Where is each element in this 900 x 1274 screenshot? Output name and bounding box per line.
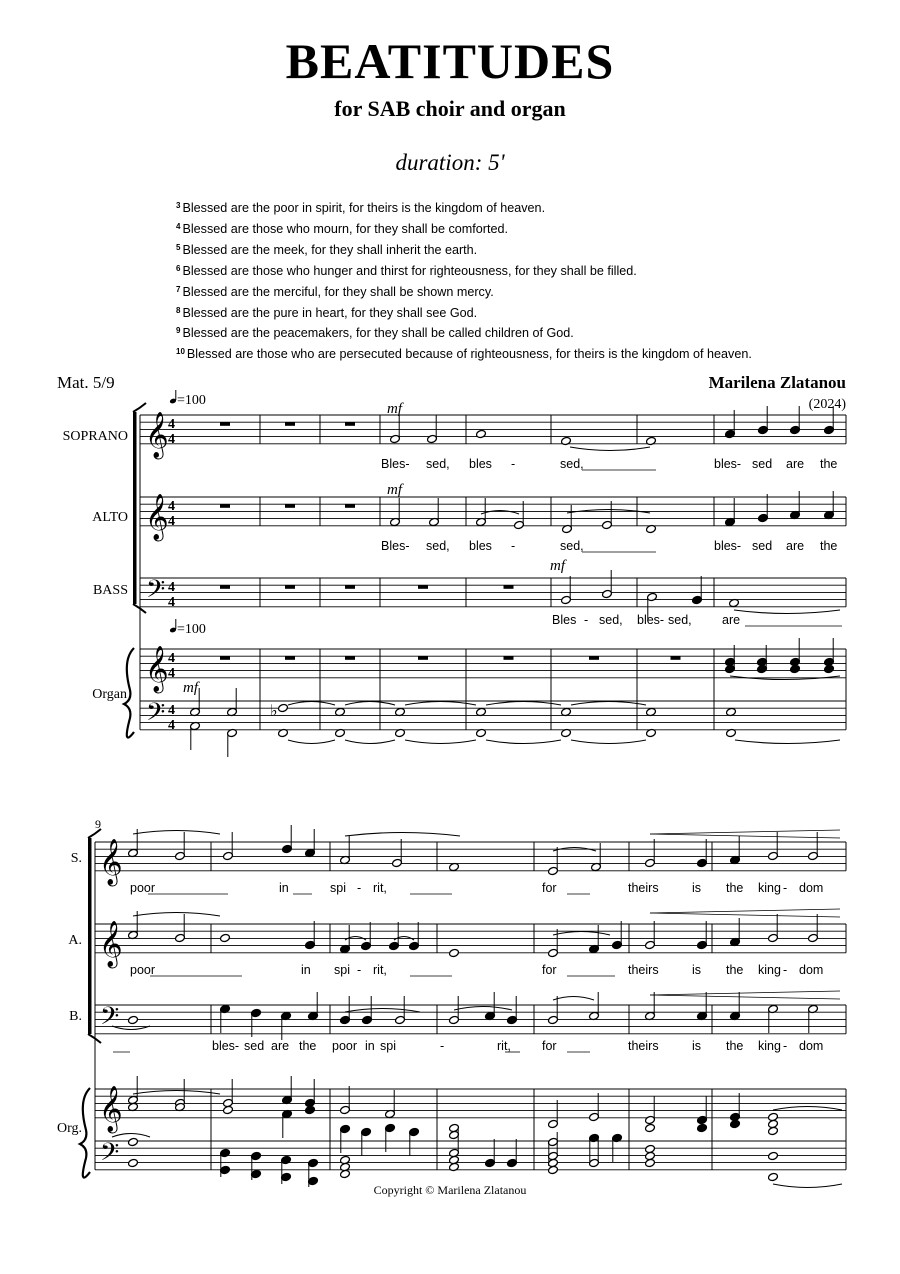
svg-text:-: - — [783, 963, 788, 977]
svg-text:sed,: sed, — [426, 457, 450, 471]
svg-text:poor: poor — [130, 963, 156, 977]
tie-slur — [133, 1091, 220, 1095]
choir-bracket — [133, 403, 146, 412]
svg-text:in: in — [279, 881, 289, 895]
verse-line: $^5$ Blessed are the meek, for they shall inherit the earth. — [176, 242, 478, 257]
measure-number: 9 — [95, 817, 101, 831]
svg-text:in: in — [301, 963, 311, 977]
composition-year: (2024) — [808, 397, 846, 412]
choir-bracket — [88, 838, 92, 1034]
svg-text:rit,: rit, — [373, 881, 387, 895]
whole-rest — [504, 585, 514, 589]
svg-text:in: in — [365, 1039, 375, 1053]
svg-text:bles-: bles- — [714, 539, 742, 553]
whole-rest — [418, 656, 428, 660]
part-label-bass: BASS — [92, 583, 128, 598]
svg-text:theirs: theirs — [628, 881, 659, 895]
crescendo-line — [650, 834, 840, 838]
bass-clef-icon: 𝄢 — [100, 1002, 120, 1037]
note-head — [697, 1123, 708, 1132]
verse-line: $^4$ Blessed are those who mourn, for they shall be comforted. — [176, 221, 508, 236]
piece-subtitle: for SAB choir and organ — [334, 96, 566, 121]
note-head — [449, 948, 460, 957]
note-head — [646, 436, 657, 445]
whole-rest — [504, 656, 514, 660]
svg-text:sed,: sed, — [599, 613, 623, 627]
svg-text:sed: sed — [752, 539, 773, 553]
tie-slur — [112, 1134, 150, 1138]
piece-title: BEATITUDES — [285, 33, 615, 89]
tie-slur — [571, 740, 646, 744]
whole-rest — [418, 585, 428, 589]
whole-rest — [345, 656, 355, 660]
lyrics-bass — [552, 613, 740, 627]
svg-text:bles-: bles- — [212, 1039, 240, 1053]
tie-slur — [405, 702, 476, 706]
note-head — [768, 1172, 779, 1181]
note-head — [768, 1126, 779, 1135]
bass-clef-icon: 𝄢 — [146, 575, 166, 610]
svg-text:bles-: bles- — [714, 457, 742, 471]
svg-text:the: the — [726, 1039, 744, 1053]
svg-text:=100: =100 — [177, 393, 206, 408]
crescendo-line — [650, 830, 840, 834]
verse-line: $^6$ Blessed are those who hunger and thirst for righteousness, for they shall be filled. — [176, 263, 637, 278]
svg-text:king: king — [758, 1039, 781, 1053]
time-signature: 4 — [168, 432, 175, 447]
lyrics-soprano — [381, 457, 837, 471]
time-signature: 4 — [168, 651, 175, 666]
note-head — [128, 1137, 139, 1146]
time-signature: 4 — [168, 666, 175, 681]
svg-text:sed,: sed, — [560, 457, 584, 471]
part-label-org: Org. — [56, 1121, 82, 1136]
svg-text:spi: spi — [334, 963, 350, 977]
note-head — [340, 1169, 351, 1178]
tie-slur — [570, 447, 650, 451]
svg-text:=100: =100 — [177, 622, 206, 637]
svg-text:-: - — [783, 1039, 788, 1053]
svg-text:sed,: sed, — [560, 539, 584, 553]
tie-slur — [454, 1007, 512, 1011]
time-signature: 4 — [168, 499, 175, 514]
tie-slur — [734, 610, 840, 614]
svg-text:-: - — [584, 613, 589, 627]
svg-text:theirs: theirs — [628, 1039, 659, 1053]
tie-slur — [345, 833, 460, 837]
whole-rest — [220, 504, 230, 508]
svg-text:rit,: rit, — [497, 1039, 511, 1053]
svg-text:the: the — [820, 457, 838, 471]
svg-text:for: for — [542, 963, 557, 977]
lyrics-alto — [381, 539, 837, 553]
lyrics-b — [212, 1039, 823, 1053]
svg-text:the: the — [726, 881, 744, 895]
treble-clef-icon: 𝄞 — [99, 839, 123, 885]
svg-text:dom: dom — [799, 881, 824, 895]
time-signature: 4 — [168, 514, 175, 529]
crescendo-line — [650, 913, 840, 917]
note-head — [768, 1151, 779, 1160]
note-head — [548, 1165, 559, 1174]
tie-slur — [288, 702, 335, 706]
svg-text:poor: poor — [332, 1039, 358, 1053]
tie-slur — [773, 1107, 842, 1111]
part-label-b: B. — [69, 1009, 82, 1024]
treble-clef-icon: 𝄞 — [99, 921, 123, 967]
svg-text:poor: poor — [130, 881, 156, 895]
whole-rest — [285, 504, 295, 508]
note-head — [645, 1158, 656, 1167]
lyrics-s — [130, 881, 823, 895]
composer-name: Marilena Zlatanou — [708, 373, 846, 392]
svg-text:is: is — [692, 1039, 702, 1053]
whole-rest — [220, 422, 230, 426]
whole-rest — [220, 656, 230, 660]
svg-text:sed: sed — [752, 457, 773, 471]
crescendo-line — [650, 909, 840, 913]
svg-text:sed: sed — [244, 1039, 265, 1053]
tie-slur — [345, 740, 395, 744]
whole-rest — [589, 656, 599, 660]
whole-rest — [345, 585, 355, 589]
time-signature: 4 — [168, 703, 175, 718]
time-signature: 4 — [168, 595, 175, 610]
crescendo-line — [650, 995, 840, 999]
svg-text:the: the — [299, 1039, 317, 1053]
svg-text:is: is — [692, 963, 702, 977]
note-head — [128, 1158, 139, 1167]
treble-clef-icon: 𝄞 — [145, 412, 169, 458]
svg-text:spi: spi — [380, 1039, 396, 1053]
note-head — [561, 436, 572, 445]
whole-rest — [285, 656, 295, 660]
svg-text:king: king — [758, 963, 781, 977]
tie-slur — [571, 702, 646, 706]
tie-slur — [486, 702, 561, 706]
tempo-mark-organ — [169, 619, 206, 637]
whole-rest — [345, 422, 355, 426]
dynamic-mf-bass: mf — [550, 558, 565, 574]
svg-text:the: the — [726, 963, 744, 977]
lyrics-a — [130, 963, 823, 977]
time-signature: 4 — [168, 718, 175, 733]
note-head — [645, 1123, 656, 1132]
svg-text:-: - — [783, 881, 788, 895]
time-signature: 4 — [168, 580, 175, 595]
note-head — [223, 1105, 234, 1114]
time-signature: 4 — [168, 417, 175, 432]
tie-slur — [345, 702, 395, 706]
tie-slur — [735, 740, 840, 744]
part-label-organ: Organ — [92, 687, 127, 702]
whole-rest — [671, 656, 681, 660]
tie-slur — [345, 1009, 420, 1013]
whole-rest — [285, 585, 295, 589]
part-label-alto: ALTO — [92, 510, 128, 525]
part-label-s: S. — [70, 851, 82, 866]
svg-text:Bles: Bles — [552, 613, 577, 627]
svg-text:theirs: theirs — [628, 963, 659, 977]
whole-rest — [345, 504, 355, 508]
svg-text:are: are — [722, 613, 741, 627]
svg-text:bles-: bles- — [637, 613, 665, 627]
flat-accidental-icon: ♭ — [270, 701, 278, 720]
note-head — [220, 933, 231, 942]
verse-line: $^7$ Blessed are the merciful, for they shall be shown mercy. — [176, 284, 494, 299]
part-label-a: A. — [68, 933, 82, 948]
verse-line: $^9$ Blessed are the peacemakers, for they shall be called children of God. — [176, 326, 574, 341]
svg-text:-: - — [357, 881, 362, 895]
bass-clef-icon: 𝄢 — [146, 698, 166, 733]
verse-line: $^8$ Blessed are the pure in heart, for they shall see God. — [176, 305, 478, 320]
scripture-reference: Mat. 5/9 — [57, 373, 115, 392]
treble-clef-icon: 𝄞 — [99, 1086, 123, 1132]
tie-slur — [553, 997, 594, 1001]
svg-text:-: - — [440, 1039, 445, 1053]
svg-text:-: - — [511, 539, 516, 553]
svg-text:bles: bles — [469, 539, 492, 553]
whole-rest — [220, 585, 230, 589]
svg-text:for: for — [542, 1039, 557, 1053]
dynamic-mf-organ: mf — [183, 680, 198, 696]
tie-slur — [133, 913, 220, 917]
svg-text:king: king — [758, 881, 781, 895]
note-head — [449, 1162, 460, 1171]
svg-text:is: is — [692, 881, 702, 895]
svg-text:-: - — [511, 457, 516, 471]
svg-text:spi: spi — [330, 881, 346, 895]
svg-text:Bles-: Bles- — [381, 539, 410, 553]
tie-slur — [133, 831, 220, 835]
svg-text:are: are — [786, 539, 805, 553]
part-label-soprano: SOPRANO — [62, 429, 128, 444]
note-head — [128, 1015, 139, 1024]
svg-text:for: for — [542, 881, 557, 895]
tie-slur — [288, 740, 335, 744]
tie-slur — [553, 932, 610, 936]
verse-line: $^{10}$ Blessed are those who are persecuted because of righteousness, for theirs is the kingdom of heaven. — [176, 347, 752, 362]
svg-text:are: are — [271, 1039, 290, 1053]
note-head — [824, 664, 835, 673]
whole-rest — [285, 422, 295, 426]
treble-clef-icon: 𝄞 — [145, 494, 169, 540]
svg-text:rit,: rit, — [373, 963, 387, 977]
svg-text:sed,: sed, — [426, 539, 450, 553]
dynamic-mf-alto: mf — [387, 482, 402, 498]
note-head — [476, 429, 487, 438]
svg-text:bles: bles — [469, 457, 492, 471]
svg-text:-: - — [357, 963, 362, 977]
svg-text:Bles-: Bles- — [381, 457, 410, 471]
svg-text:the: the — [820, 539, 838, 553]
note-head — [278, 703, 289, 712]
note-head — [730, 1119, 741, 1128]
note-head — [790, 664, 801, 673]
treble-clef-icon: 𝄞 — [145, 646, 169, 692]
choir-bracket — [133, 412, 137, 604]
verse-line: $^3$ Blessed are the poor in spirit, for theirs is the kingdom of heaven. — [176, 201, 546, 215]
dynamic-mf-soprano: mf — [387, 401, 402, 417]
piece-duration: duration: 5' — [395, 150, 505, 175]
svg-text:dom: dom — [799, 1039, 824, 1053]
svg-text:dom: dom — [799, 963, 824, 977]
svg-text:are: are — [786, 457, 805, 471]
crescendo-line — [650, 991, 840, 995]
tie-slur — [405, 740, 476, 744]
copyright-notice: Copyright © Marilena Zlatanou — [373, 1183, 527, 1197]
tie-slur — [486, 740, 561, 744]
svg-text:sed,: sed, — [668, 613, 692, 627]
note-head — [305, 1105, 316, 1114]
bass-clef-icon: 𝄢 — [100, 1138, 120, 1173]
tempo-mark — [169, 390, 206, 408]
